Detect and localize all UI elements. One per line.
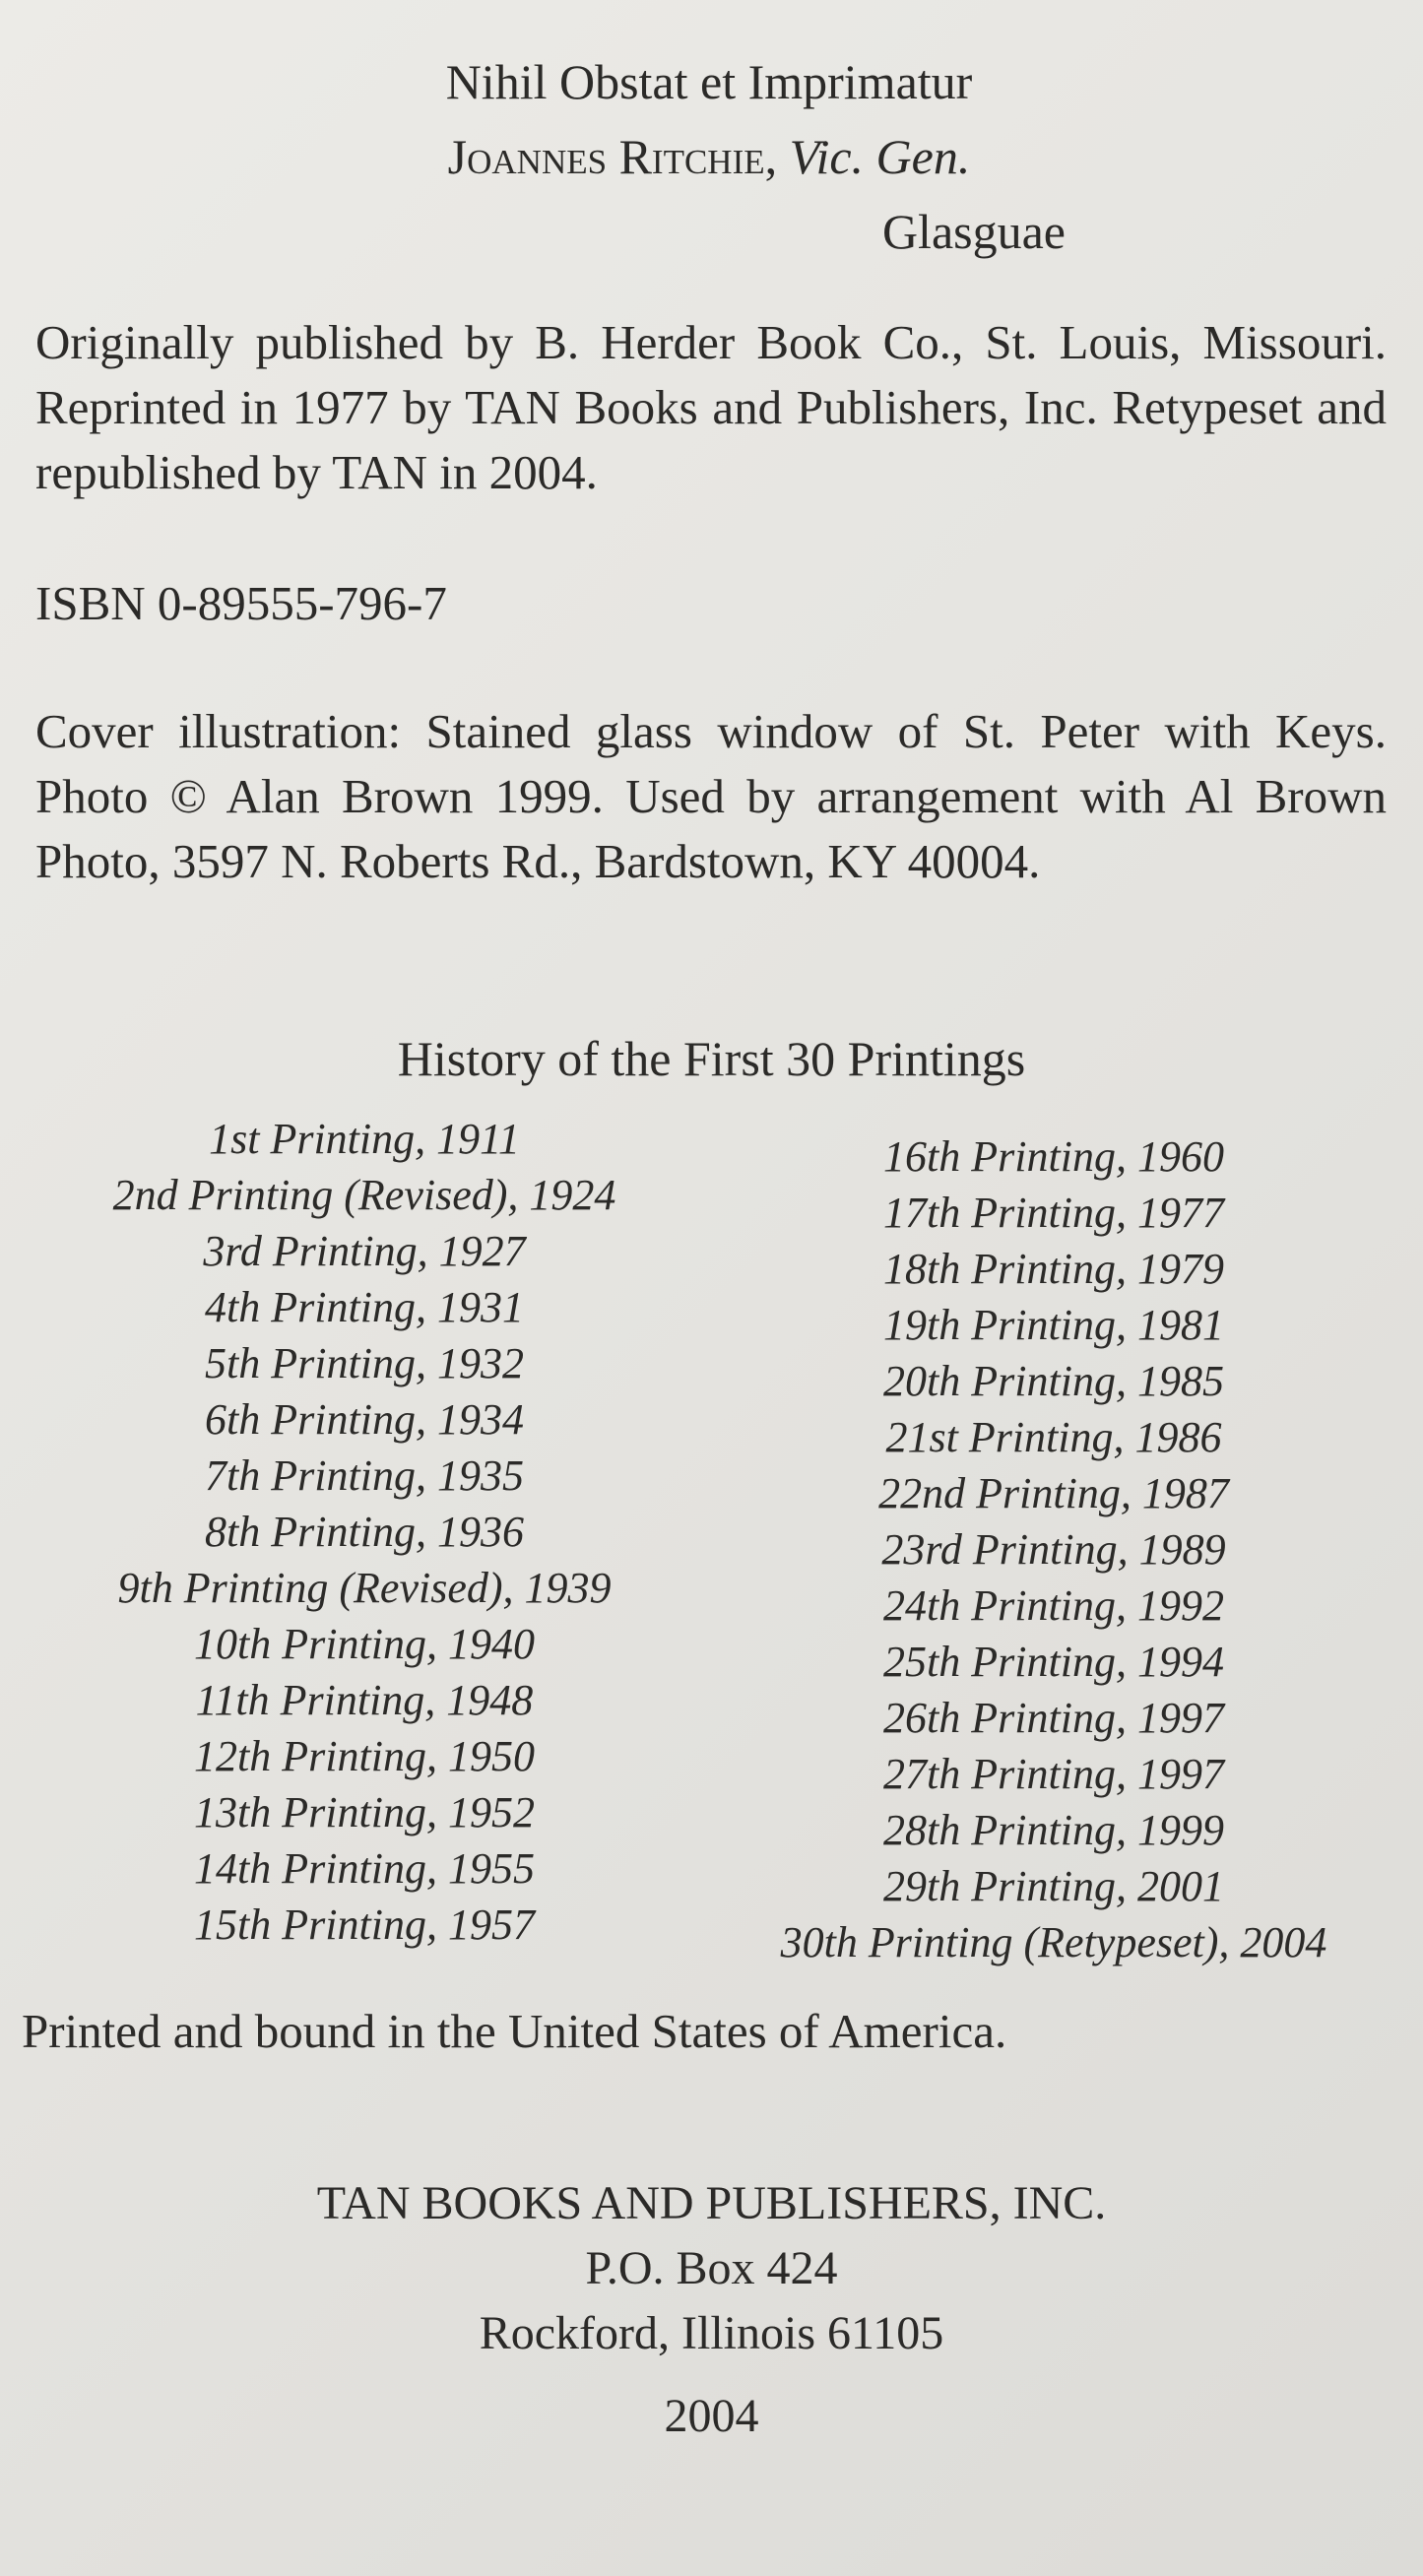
printing-entry: 17th Printing, 1977 bbox=[883, 1189, 1224, 1237]
printing-entry: 16th Printing, 1960 bbox=[883, 1132, 1224, 1181]
printing-entry: 8th Printing, 1936 bbox=[205, 1508, 524, 1556]
nihil-obstat-line: Nihil Obstat et Imprimatur bbox=[445, 54, 973, 109]
printing-entry: 22nd Printing, 1987 bbox=[878, 1469, 1229, 1517]
publisher-po-box: P.O. Box 424 bbox=[585, 2242, 838, 2294]
vicar-general-line bbox=[335, 119, 1083, 194]
printing-entry: 13th Printing, 1952 bbox=[194, 1788, 535, 1836]
printing-history-heading: History of the First 30 Printings bbox=[397, 1031, 1026, 1086]
printing-entry: 7th Printing, 1935 bbox=[205, 1451, 524, 1500]
ecclesiastical-approval bbox=[335, 44, 1083, 269]
publication-note: Originally published by B. Herder Book Co., St. Louis, Missouri. Reprinted in 1977 by TAN Books and Publishers, Inc. Retypeset and republished by TAN in 2004. bbox=[35, 315, 1387, 499]
printing-history-right-column bbox=[689, 1128, 1418, 1970]
printing-entry: 12th Printing, 1950 bbox=[194, 1732, 535, 1780]
approval-city: Glasguae bbox=[881, 204, 1066, 259]
publisher-name: TAN BOOKS AND PUBLISHERS, INC. bbox=[316, 2177, 1107, 2229]
printing-entry: 30th Printing (Retypeset), 2004 bbox=[780, 1918, 1327, 1966]
printing-entry: 18th Printing, 1979 bbox=[883, 1245, 1224, 1293]
printing-entry: 20th Printing, 1985 bbox=[883, 1357, 1224, 1405]
printing-entry: 25th Printing, 1994 bbox=[883, 1638, 1224, 1686]
printing-entry: 26th Printing, 1997 bbox=[883, 1694, 1224, 1742]
vicar-title: Vic. Gen. bbox=[789, 129, 971, 184]
printing-entry: 28th Printing, 1999 bbox=[883, 1806, 1224, 1854]
publisher-block bbox=[0, 2171, 1423, 2449]
printing-entry: 19th Printing, 1981 bbox=[883, 1301, 1224, 1349]
printing-entry: 23rd Printing, 1989 bbox=[881, 1525, 1226, 1574]
vicar-name: Joannes Ritchie, bbox=[447, 129, 778, 184]
printing-entry: 11th Printing, 1948 bbox=[195, 1676, 534, 1724]
publication-year: 2004 bbox=[664, 2390, 759, 2442]
isbn: ISBN 0-89555-796-7 bbox=[35, 576, 447, 630]
printing-entry: 27th Printing, 1997 bbox=[883, 1750, 1224, 1798]
printing-entry: 2nd Printing (Revised), 1924 bbox=[112, 1171, 616, 1219]
printing-history-left-column bbox=[59, 1111, 670, 1953]
cover-credit: Cover illustration: Stained glass window of St. Peter with Keys. Photo © Alan Brown 1999. Used by arrangement with Al Brown Photo, 3597 N. Roberts Rd., Bardstown, KY 40004. bbox=[35, 704, 1387, 888]
printing-entry: 29th Printing, 2001 bbox=[883, 1862, 1224, 1910]
publisher-city: Rockford, Illinois 61105 bbox=[479, 2307, 944, 2359]
printing-entry: 3rd Printing, 1927 bbox=[203, 1227, 526, 1275]
printing-entry: 10th Printing, 1940 bbox=[194, 1620, 535, 1668]
printed-in-statement: Printed and bound in the United States of America. bbox=[22, 2004, 1007, 2058]
printing-entry: 21st Printing, 1986 bbox=[885, 1413, 1222, 1461]
printing-entry: 6th Printing, 1934 bbox=[205, 1395, 524, 1444]
printing-entry: 1st Printing, 1911 bbox=[209, 1115, 520, 1163]
printing-entry: 4th Printing, 1931 bbox=[205, 1283, 524, 1331]
printing-entry: 15th Printing, 1957 bbox=[194, 1900, 535, 1949]
printing-entry: 14th Printing, 1955 bbox=[194, 1844, 535, 1893]
printing-entry: 24th Printing, 1992 bbox=[883, 1581, 1224, 1630]
printing-entry: 9th Printing (Revised), 1939 bbox=[117, 1564, 612, 1612]
printing-entry: 5th Printing, 1932 bbox=[205, 1339, 524, 1387]
